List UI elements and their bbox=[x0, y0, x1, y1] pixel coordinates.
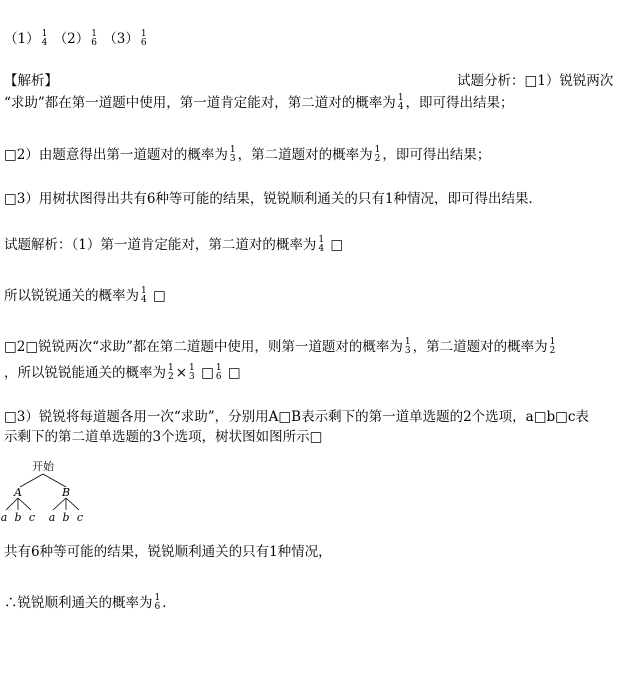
s1b-fraction: 1 4 bbox=[141, 285, 147, 305]
solution-5: ∴锐锐顺利通关的概率为 1 6 ． bbox=[4, 592, 176, 612]
analysis-hint-start: 试题分析：□1）锐锐两次 bbox=[457, 73, 614, 89]
answers-line bbox=[4, 30, 149, 49]
analysis-p1: “求助”都在第一道题中使用，第一道肯定能对，第二道对的概率为 1 4 ，即可得出结果； bbox=[4, 92, 514, 112]
analysis-p3: □3）用树状图得出共有6种等可能的结果，锐锐顺利通关的只有1种情况，即可得出结果． bbox=[4, 191, 543, 207]
tree-leaf: b bbox=[62, 511, 70, 524]
solution-2: □2□锐锐两次“求助”都在第二道题中使用，则第一道题对的概率为 1 3 ，第二道题对的概率为 1 2 bbox=[4, 336, 556, 356]
answer-3-fraction: 1 6 bbox=[140, 28, 147, 48]
solution-4: 共有6种等可能的结果，锐锐顺利通关的只有1种情况， bbox=[4, 544, 332, 560]
tree-root: 开始 bbox=[32, 460, 54, 473]
p2-fraction-1: 1 3 bbox=[229, 144, 236, 164]
s2b-fraction-3: 1 6 bbox=[215, 362, 222, 382]
solution-1b: 所以锐锐通关的概率为 1 4 □ bbox=[4, 285, 166, 305]
s2b-fraction-1: 1 2 bbox=[168, 362, 174, 382]
tree-node-B: B bbox=[61, 486, 71, 499]
solution-2b: ，所以锐锐能通关的概率为 1 2 × 1 3 □ 1 6 □ bbox=[4, 362, 241, 382]
tree-leaf: c bbox=[76, 511, 84, 524]
p1-fraction: 1 4 bbox=[397, 92, 404, 112]
s1-fraction: 1 4 bbox=[318, 234, 325, 254]
tree-leaf: a bbox=[48, 511, 56, 524]
answer-2-label: （2） bbox=[53, 31, 90, 47]
answer-1-label: （1） bbox=[4, 31, 40, 47]
s2b-fraction-2: 1 3 bbox=[189, 362, 195, 382]
s5-fraction: 1 6 bbox=[154, 592, 161, 612]
tree-leaf: b bbox=[14, 511, 22, 524]
tree-diagram bbox=[0, 458, 100, 528]
solution-1: 试题解析：（1）第一道肯定能对，第二道对的概率为 1 4 □ bbox=[4, 234, 344, 254]
analysis-p2: □2）由题意得出第一道题对的概率为 1 3 ，第二道题对的概率为 1 2 ，即可得出结果； bbox=[4, 144, 491, 164]
s2-fraction-1: 1 3 bbox=[404, 336, 411, 356]
answer-2-fraction: 1 6 bbox=[91, 28, 97, 48]
tree-leaf: a bbox=[0, 511, 8, 524]
solution-3-line2: 示剩下的第二道单选题的3个选项，树状图如图所示□ bbox=[4, 429, 323, 445]
solution-3-line1: □3）锐锐将每道题各用一次“求助”，分别用A□B表示剩下的第一道单选题的2个选项，a□b□c表 bbox=[4, 409, 589, 425]
s2-fraction-2: 1 2 bbox=[549, 336, 556, 356]
analysis-header: 【解析】 bbox=[4, 73, 58, 89]
answer-3-label: （3） bbox=[103, 31, 139, 47]
tree-node-A: A bbox=[14, 486, 22, 499]
p2-fraction-2: 1 2 bbox=[374, 144, 381, 164]
answer-1-fraction: 1 4 bbox=[41, 28, 48, 48]
tree-leaf: c bbox=[28, 511, 36, 524]
